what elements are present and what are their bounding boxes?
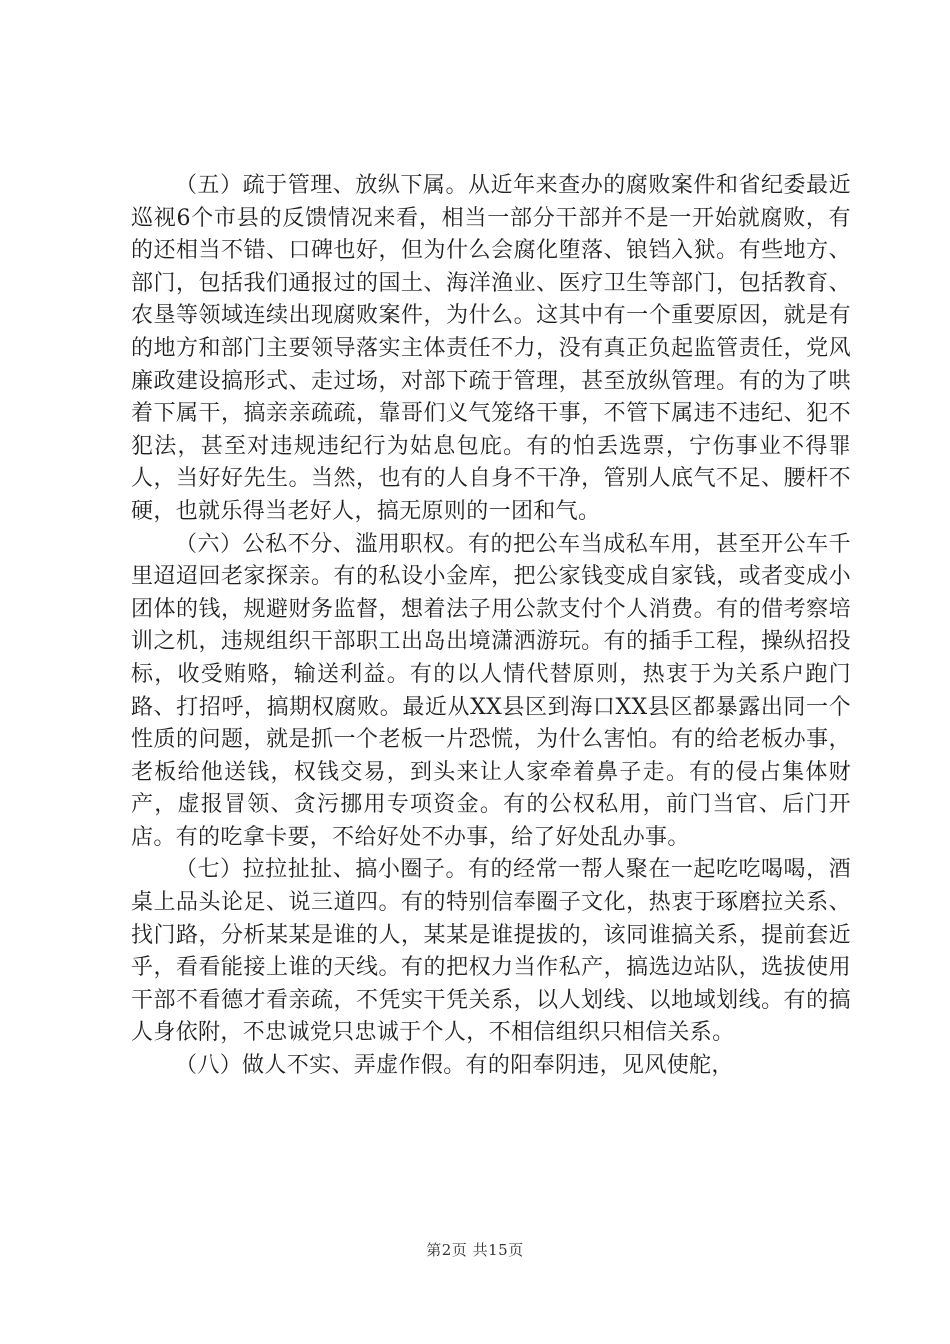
paragraph-8: （八）做人不实、弄虚作假。有的阳奉阴违，见风使舵， xyxy=(175,1053,734,1079)
page-number-footer: 第2页 共15页 xyxy=(426,1241,524,1259)
paragraph-5: （五）疏于管理、放纵下属。从近年来查办的腐败案件和省纪委最近巡视6个市县的反馈情况来看，相当一部分干部并不是一开始就腐败，有的还相当不错、口碑也好，但为什么会腐化堕落、锒铛入狱。有些地方、部门，包括我们通报过的国土、海洋渔业、医疗卫生等部门，包括教育、农垦等领域连续出现腐败案件，为什么。这其中有一个重要原因，就是有的地方和部门主要领导落实主体责任不力，没有真正负起监管责任，党风廉政建设搞形式、走过场，对部下疏于管理，甚至放纵管理。有的为了哄着下属干，搞亲亲疏疏，靠哥们义气笼络干事，不管下属违不违纪、犯不犯法，甚至对违规违纪行为姑息包庇。有的怕丢选票，宁伤事业不得罪人，当好好先生。当然，也有的人自身不干净，管别人底气不足、腰杆不硬，也就乐得当老好人，搞无原则的一团和气。 xyxy=(131,173,851,524)
document-body xyxy=(131,170,851,1083)
paragraph-7: （七）拉拉扯扯、搞小圈子。有的经常一帮人聚在一起吃吃喝喝，酒桌上品头论足、说三道四。有的特别信奉圈子文化，热衷于琢磨拉关系、找门路，分析某某是谁的人，某某是谁提拔的，该同谁搞关系，提前套近乎，看看能接上谁的天线。有的把权力当作私产，搞选边站队，选拔使用干部不看德才看亲疏，不凭实干凭关系，以人划线、以地域划线。有的搞人身依附，不忠诚党只忠诚于个人，不相信组织只相信关系。 xyxy=(131,857,851,1046)
paragraph-6: （六）公私不分、滥用职权。有的把公车当成私车用，甚至开公车千里迢迢回老家探亲。有的私设小金库，把公家钱变成自家钱，或者变成小团体的钱，规避财务监督，想着法子用公款支付个人消费。有的借考察培训之机，违规组织干部职工出岛出境潇洒游玩。有的插手工程，操纵招投标，收受贿赂，输送利益。有的以人情代替原则，热衷于为关系户跑门路、打招呼，搞期权腐败。最近从XX县区到海口XX县区都暴露出同一个性质的问题，就是抓一个老板一片恐慌，为什么害怕。有的给老板办事，老板给他送钱，权钱交易，到头来让人家牵着鼻子走。有的侵占集体财产，虚报冒领、贪污挪用专项资金。有的公权私用，前门当官、后门开店。有的吃拿卡要，不给好处不办事，给了好处乱办事。 xyxy=(131,531,851,850)
